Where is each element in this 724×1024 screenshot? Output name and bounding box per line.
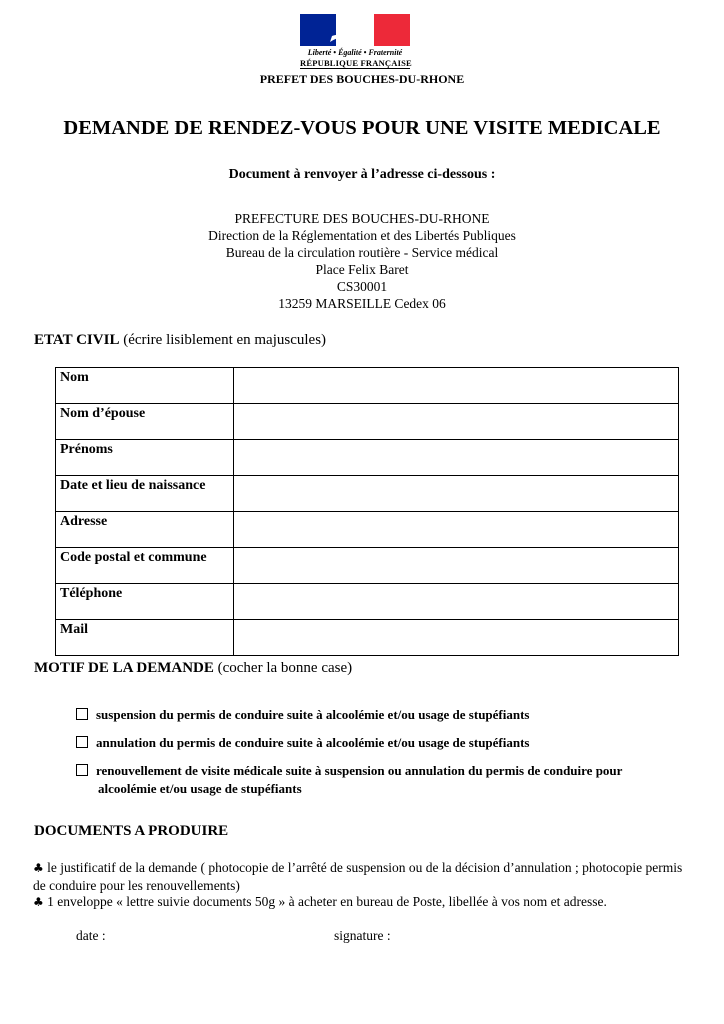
french-flag-icon — [300, 14, 410, 46]
marianne-profile-icon — [300, 14, 410, 46]
option-label: renouvellement de visite médicale suite à suspension ou annulation du permis de conduire pour — [96, 763, 623, 778]
field-value-prenoms[interactable] — [234, 440, 679, 476]
address-line: CS30001 — [336, 279, 388, 294]
motto: Liberté • Égalité • Fraternité — [307, 48, 403, 57]
checkbox[interactable] — [76, 764, 88, 776]
motif-title: MOTIF DE LA DEMANDE — [34, 660, 214, 676]
republique-francaise-logo — [300, 14, 410, 69]
etat-civil-heading — [34, 332, 326, 349]
signature-label: signature : — [334, 928, 391, 943]
field-label: Nom — [56, 368, 234, 404]
field-value-telephone[interactable] — [234, 584, 679, 620]
address-intro: Document à renvoyer à l’adresse ci-dessous : — [228, 167, 496, 182]
address-line: PREFECTURE DES BOUCHES-DU-RHONE — [234, 211, 490, 226]
option-label: annulation du permis de conduire suite à alcoolémie et/ou usage de stupéfiants — [96, 735, 530, 750]
documents-item — [33, 893, 695, 911]
field-value-nom-epouse[interactable] — [234, 404, 679, 440]
table-row — [56, 404, 679, 440]
motif-option-annulation — [76, 734, 529, 752]
field-label: Code postal et commune — [56, 548, 234, 584]
table-row — [56, 368, 679, 404]
address-line: Direction de la Réglementation et des Libertés Publiques — [208, 228, 516, 243]
page-title: DEMANDE DE RENDEZ-VOUS POUR UNE VISITE MEDICALE — [63, 117, 661, 139]
documents-heading — [34, 823, 228, 840]
field-value-code-postal[interactable] — [234, 548, 679, 584]
documents-item-text: le justificatif de la demande ( photocopie de l’arrêté de suspension ou de la décision d’annulation ; photocopie permis de conduire pour les renouvellements) — [33, 860, 683, 893]
option-label-continued: alcoolémie et/ou usage de stupéfiants — [98, 781, 302, 796]
field-label: Date et lieu de naissance — [56, 476, 234, 512]
table-row — [56, 476, 679, 512]
club-bullet-icon: ♣ — [33, 861, 44, 875]
table-row — [56, 584, 679, 620]
etat-civil-title: ETAT CIVIL — [34, 332, 120, 348]
checkbox[interactable] — [76, 736, 88, 748]
field-value-adresse[interactable] — [234, 512, 679, 548]
field-label: Téléphone — [56, 584, 234, 620]
checkbox[interactable] — [76, 708, 88, 720]
field-value-naissance[interactable] — [234, 476, 679, 512]
documents-title: DOCUMENTS A PRODUIRE — [34, 823, 229, 839]
club-bullet-icon: ♣ — [33, 895, 44, 909]
date-label: date : — [76, 928, 106, 943]
table-row — [56, 620, 679, 656]
motif-option-renouvellement — [76, 762, 622, 798]
field-label: Nom d’épouse — [56, 404, 234, 440]
documents-item-text: 1 enveloppe « lettre suivie documents 50g » à acheter en bureau de Poste, libellée à vos nom et adresse. — [47, 894, 607, 909]
field-label: Prénoms — [56, 440, 234, 476]
address-line: Place Felix Baret — [315, 262, 409, 277]
option-label: suspension du permis de conduire suite à alcoolémie et/ou usage de stupéfiants — [96, 707, 530, 722]
table-row — [56, 512, 679, 548]
field-value-mail[interactable] — [234, 620, 679, 656]
motif-heading — [34, 660, 352, 677]
table-row — [56, 548, 679, 584]
address-line: 13259 MARSEILLE Cedex 06 — [278, 296, 446, 311]
etat-civil-table — [55, 367, 679, 656]
prefet-label: PREFET DES BOUCHES-DU-RHONE — [259, 72, 465, 86]
field-value-nom[interactable] — [234, 368, 679, 404]
etat-civil-note: (écrire lisiblement en majuscules) — [123, 332, 327, 348]
republique-francaise-label: RÉPUBLIQUE FRANÇAISE — [300, 58, 412, 68]
address-line: Bureau de la circulation routière - Service médical — [225, 245, 499, 260]
documents-item — [33, 859, 695, 894]
table-row — [56, 440, 679, 476]
motif-note: (cocher la bonne case) — [217, 660, 353, 676]
motif-option-suspension — [76, 706, 530, 724]
field-label: Mail — [56, 620, 234, 656]
field-label: Adresse — [56, 512, 234, 548]
address-block — [0, 210, 724, 312]
